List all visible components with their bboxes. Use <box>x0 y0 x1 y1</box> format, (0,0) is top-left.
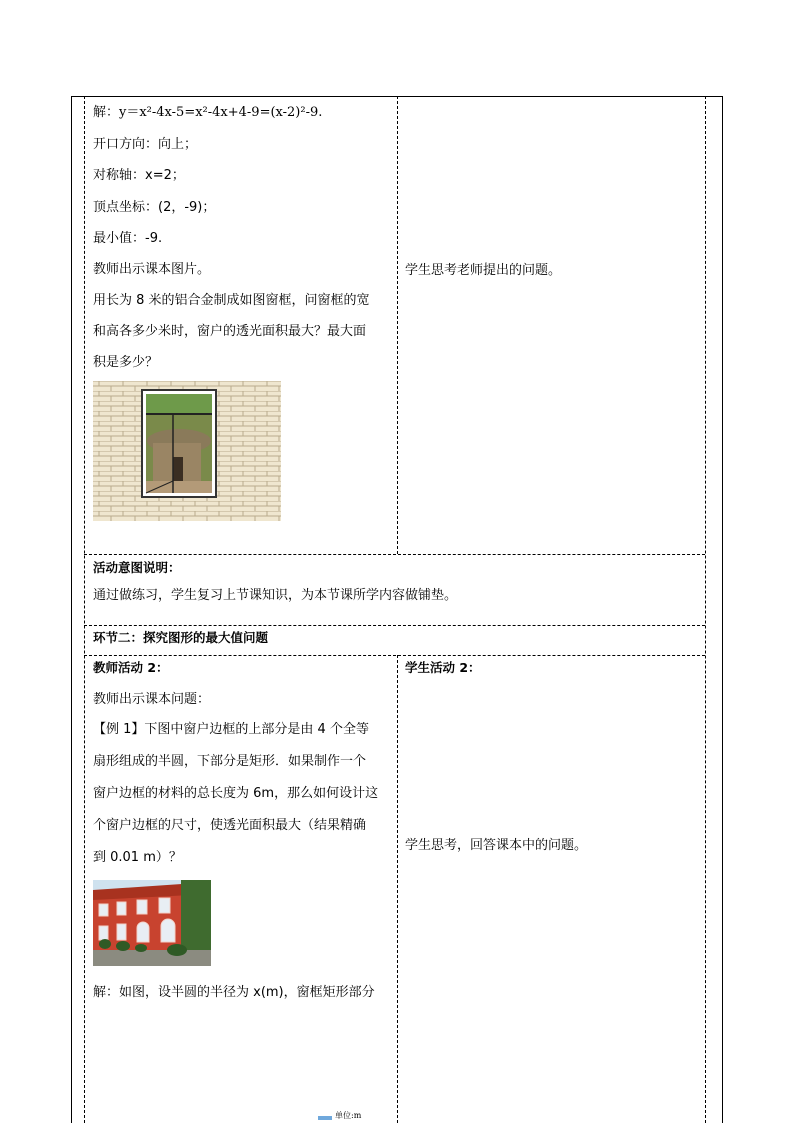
teacher-activity-2-heading: 教师活动 2： <box>93 660 169 675</box>
example-line-5: 到 0.01 m）？ <box>93 850 182 865</box>
example-line-1: 【例 1】下图中窗户边框的上部分是由 4 个全等 <box>93 722 369 737</box>
intent-heading: 活动意图说明： <box>93 560 181 575</box>
minimum-value: 最小值：-9. <box>93 231 163 246</box>
building-photo <box>93 880 211 966</box>
example-line-2: 扇形组成的半圆，下部分是矩形．如果制作一个 <box>93 754 367 769</box>
table-right-border <box>722 96 723 1123</box>
unit-label: 单位:m <box>335 1111 362 1120</box>
window-illustration <box>93 381 281 521</box>
solution-line-2: 解：如图，设半圆的半径为 x(m)，窗框矩形部分 <box>93 985 375 1000</box>
solution-line: 解：y＝x²-4x-5=x²-4x+4-9=(x-2)²-9. <box>93 105 323 120</box>
example-line-4: 个窗户边框的尺寸，使透光面积最大（结果精确 <box>93 818 367 833</box>
inner-left-border <box>84 96 85 1123</box>
figure-fragment <box>318 1116 332 1120</box>
inner-right-border <box>705 96 706 1123</box>
intent-body: 通过做练习，学生复习上节课知识，为本节课所学内容做铺垫。 <box>93 588 458 603</box>
table-left-border <box>71 96 72 1123</box>
row-divider-1 <box>84 554 705 555</box>
problem-line-1: 用长为 8 米的铝合金制成如图窗框，问窗框的宽 <box>93 293 370 308</box>
vertex-coordinates: 顶点坐标：(2，-9)； <box>93 200 216 215</box>
example-line-3: 窗户边框的材料的总长度为 6m，那么如何设计这 <box>93 786 379 801</box>
show-problem-text: 教师出示课本问题： <box>93 692 211 707</box>
problem-line-2: 和高各多少米时，窗户的透光面积最大？最大面 <box>93 324 367 339</box>
problem-line-3: 积是多少？ <box>93 355 159 370</box>
student-thinking-2: 学生思考，回答课本中的问题。 <box>405 838 588 853</box>
row-divider-3 <box>84 655 705 656</box>
column-divider-2 <box>397 655 398 1123</box>
row-divider-2 <box>84 625 705 626</box>
symmetry-axis: 对称轴：x=2； <box>93 168 185 183</box>
section-2-heading: 环节二：探究图形的最大值问题 <box>93 630 269 645</box>
student-activity-2-heading: 学生活动 2： <box>405 660 481 675</box>
column-divider-1 <box>397 96 398 554</box>
student-thinking-1: 学生思考老师提出的问题。 <box>405 263 562 278</box>
opening-direction: 开口方向：向上； <box>93 137 198 152</box>
show-picture-text: 教师出示课本图片。 <box>93 262 211 277</box>
